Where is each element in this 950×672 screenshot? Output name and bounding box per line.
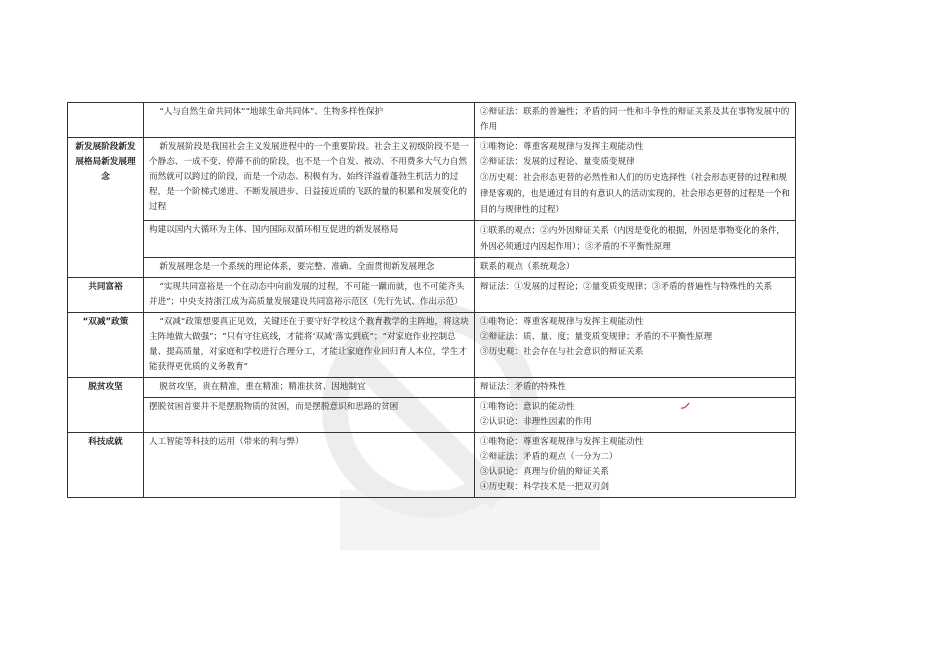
knowledge-table [67,102,796,498]
topic-cell: 新发展阶段新发展格局新发展理念 [68,138,144,278]
table-row [68,433,796,498]
material-cell: “双减”政策想要真正见效，关键还在于要守好学校这个教育教学的主阵地，将这块主阵地做大做强”；“只有守住底线，才能将‘双减’落实到底”；“对家庭作业控制总量、提高质量，对家庭和学校进行合理分工，才能让家庭作业回归育人本位，学生才能获得更优质的义务教育” [144,313,475,378]
analysis-cell: 辩证法：①发展的过程论；②量变质变规律；③矛盾的普遍性与特殊性的关系 [475,278,796,313]
table-row [68,278,796,313]
analysis-cell: ②辩证法：联系的普遍性；矛盾的同一性和斗争性的辩证关系及其在事物发展中的作用 [475,103,796,138]
material-cell: 摆脱贫困首要并不是摆脱物质的贫困，而是摆脱意识和思路的贫困 [144,398,475,433]
analysis-cell: ①唯物论：尊重客观规律与发挥主观能动性 ②辩证法：质、量、度；量变质变规律；矛盾的不平衡性原理 ③历史观：社会存在与社会意识的辩证关系 [475,313,796,378]
table-row [68,378,796,398]
material-cell: 人工智能等科技的运用（带来的利与弊） [144,433,475,498]
material-cell: “人与自然生命共同体”“地球生命共同体”、生物多样性保护 [144,103,475,138]
table-row [68,221,796,258]
analysis-cell: ①唯物论：尊重客观规律与发挥主观能动性 ②辩证法：发展的过程论、量变质变规律 ③历史观：社会形态更替的必然性和人们的历史选择性（社会形态更替的过程和规律是客观的，也是通过有目的有意识人的活动实现的，社会形态更替的过程是一个和目的与规律性的过程） [475,138,796,221]
table-row [68,103,796,138]
topic-cell: 脱贫攻坚 [68,378,144,433]
analysis-cell: ①唯物论：尊重客观规律与发挥主观能动性 ②辩证法：矛盾的观点（一分为二） ③认识论：真理与价值的辩证关系 ④历史观：科学技术是一把双刃剑 [475,433,796,498]
analysis-cell: 联系的观点（系统观念） [475,258,796,278]
red-pen-mark [680,402,690,410]
topic-cell-empty [68,103,144,138]
table-row [68,313,796,378]
material-cell: 新发展理念是一个系统的理论体系，要完整、准确、全面贯彻新发展理念 [144,258,475,278]
analysis-cell: ①唯物论：意识的能动性 ②认识论：非理性因素的作用 [475,398,796,433]
table-row [68,258,796,278]
topic-cell: 共同富裕 [68,278,144,313]
analysis-cell: 辩证法：矛盾的特殊性 [475,378,796,398]
material-cell: 构建以国内大循环为主体、国内国际双循环相互促进的新发展格局 [144,221,475,258]
material-cell: 新发展阶段是我国社会主义发展进程中的一个重要阶段。社会主义初级阶段不是一个静态、一成不变、停滞不前的阶段，也不是一个自发、被动、不用费多大气力自然而然就可以跨过的阶段，而是一个动态、积极有为、始终洋溢着蓬勃生机活力的过程，是一个阶梯式递进、不断发展进步、日益接近质的飞跃的量的积累和发展变化的过程 [144,138,475,221]
analysis-cell: ①联系的观点；②内外因辩证关系（内因是变化的根据，外因是事物变化的条件，外因必须通过内因起作用）；③矛盾的不平衡性原理 [475,221,796,258]
material-cell: “实现共同富裕是一个在动态中向前发展的过程，不可能一蹴而就，也不可能齐头并进”；中央支持浙江成为高质量发展建设共同富裕示范区（先行先试、作出示范） [144,278,475,313]
material-cell: 脱贫攻坚，贵在精准，重在精准；精准扶贫、因地制宜 [144,378,475,398]
topic-cell: “双减”政策 [68,313,144,378]
topic-cell: 科技成就 [68,433,144,498]
table-row [68,138,796,221]
